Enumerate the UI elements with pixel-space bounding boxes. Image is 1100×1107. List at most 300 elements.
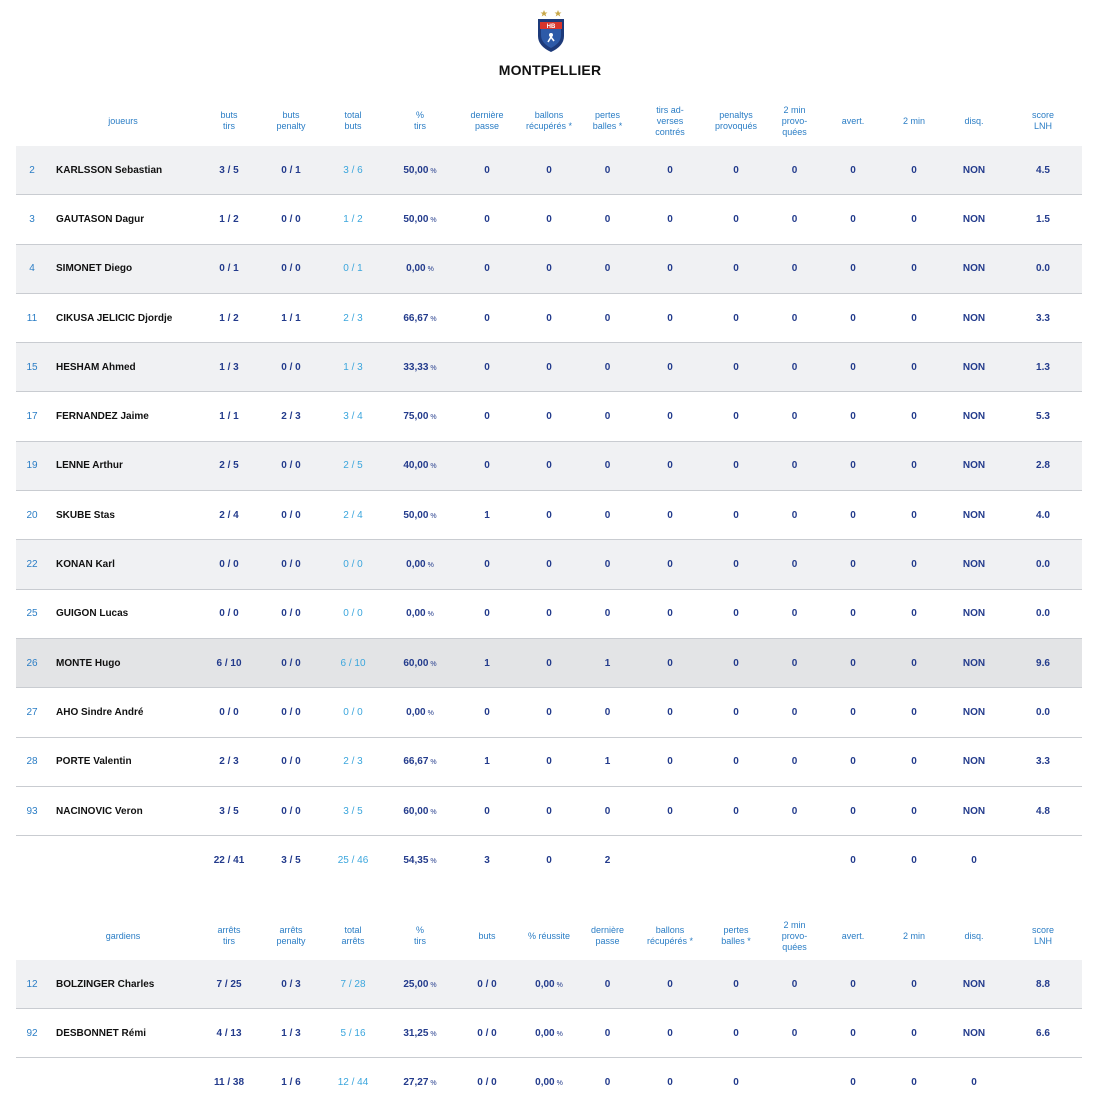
percent-sign: %	[430, 660, 437, 668]
stat-cell: 0	[604, 213, 611, 225]
stat-cell: 2 / 5	[219, 460, 239, 472]
stat-cell: 5.3	[1036, 411, 1050, 423]
percent-sign: %	[430, 858, 437, 866]
stat-cell: 0	[791, 559, 798, 571]
stat-cell: 0,00 %	[406, 608, 434, 620]
stat-cell: 1.5	[1036, 213, 1050, 225]
stat-cell: 0	[546, 460, 552, 472]
stat-cell: 0 / 0	[281, 657, 301, 669]
stat-cell: 0	[911, 460, 917, 472]
stat-cell: 0	[911, 312, 917, 324]
stat-cell: 0	[546, 706, 552, 718]
stat-cell: 0	[484, 706, 490, 718]
total-cell: 0	[911, 855, 917, 867]
stat-cell: 0	[791, 213, 798, 225]
stat-cell: 0 / 0	[343, 608, 363, 620]
total-cell: 3	[484, 855, 490, 867]
player-name: GAUTASON Dagur	[56, 213, 145, 225]
player-name: SKUBE Stas	[56, 509, 115, 521]
stat-cell: 0	[850, 756, 856, 768]
column-header: pertes balles *	[592, 110, 623, 131]
stat-cell: 0	[667, 460, 673, 472]
stat-cell: 3 / 5	[219, 164, 239, 176]
total-cell: 2	[604, 855, 611, 867]
stat-cell: 0,00 %	[406, 559, 434, 571]
stat-cell: 0	[604, 263, 611, 275]
stat-cell: 0	[733, 361, 739, 373]
total-cell: 3 / 5	[281, 855, 301, 867]
stat-cell: 0	[791, 509, 798, 521]
stat-cell: 0 / 0	[281, 213, 301, 225]
stat-cell: 1 / 2	[219, 213, 239, 225]
column-header: % tirs	[414, 925, 426, 946]
percent-sign: %	[430, 167, 437, 175]
stat-cell: 0	[791, 978, 798, 990]
stat-cell: 0	[546, 263, 552, 275]
stat-cell: 1	[604, 756, 611, 768]
player-name: PORTE Valentin	[56, 756, 132, 768]
stat-cell: 0	[791, 312, 798, 324]
stat-cell: 6.6	[1036, 1027, 1050, 1039]
stat-cell: NON	[962, 657, 986, 669]
percent-sign: %	[430, 364, 437, 372]
stat-cell: 0	[484, 460, 490, 472]
stat-cell: 0 / 0	[281, 706, 301, 718]
percent-sign: %	[556, 1080, 563, 1087]
table-row[interactable]	[16, 960, 1082, 1009]
total-cell: 0 / 0	[477, 1077, 497, 1088]
column-header: ballons récupérés *	[525, 110, 573, 131]
goalkeepers-table	[16, 912, 1082, 1107]
stat-cell: 0	[733, 1027, 739, 1039]
stat-cell: 0	[911, 411, 917, 423]
column-header: penaltys provoqués	[714, 110, 758, 131]
table-row[interactable]	[16, 590, 1082, 639]
jersey-number: 26	[26, 657, 38, 669]
stat-cell: 40,00 %	[403, 460, 437, 472]
stat-cell: 0 / 0	[477, 978, 497, 990]
stat-cell: 0	[850, 213, 856, 225]
stat-cell: 0	[911, 756, 917, 768]
stat-cell: 0 / 1	[219, 263, 239, 275]
stat-cell: 6 / 10	[340, 657, 366, 669]
stat-cell: 0	[546, 164, 552, 176]
stat-cell: 0	[850, 1027, 856, 1039]
column-header: % tirs	[414, 110, 426, 131]
stat-cell: 0.0	[1036, 706, 1050, 718]
stat-cell: 3 / 6	[343, 164, 363, 176]
stat-cell: 0	[733, 756, 739, 768]
stat-cell: 0	[850, 657, 856, 669]
stat-cell: 0	[546, 805, 552, 817]
column-header: total buts	[344, 110, 362, 131]
stat-cell: NON	[962, 509, 986, 521]
stat-cell: 0	[911, 263, 917, 275]
stat-cell: NON	[962, 978, 986, 990]
stat-cell: 1	[604, 657, 611, 669]
stat-cell: 0	[484, 411, 490, 423]
stat-cell: 0 / 0	[281, 559, 301, 571]
stat-cell: 2 / 3	[343, 312, 363, 324]
table-row[interactable]	[16, 787, 1082, 836]
column-header: dernière passe	[470, 110, 504, 131]
stat-cell: 0 / 0	[219, 608, 239, 620]
percent-sign: %	[427, 562, 434, 570]
stat-cell: 0	[546, 361, 552, 373]
stat-cell: 0	[911, 361, 917, 373]
header-row	[16, 96, 1082, 146]
stat-cell: 6 / 10	[216, 657, 242, 669]
column-header: score LNH	[1031, 925, 1054, 946]
column-header: gardiens	[105, 930, 141, 941]
total-cell: 0	[604, 1077, 611, 1088]
jersey-number: 28	[26, 756, 38, 768]
table-row[interactable]	[16, 294, 1082, 343]
stat-cell: 0	[484, 263, 490, 275]
stat-cell: 1	[484, 509, 490, 521]
jersey-number: 2	[29, 164, 35, 176]
stat-cell: NON	[962, 164, 986, 176]
stat-cell: NON	[962, 756, 986, 768]
total-cell: 27,27 %	[403, 1077, 437, 1088]
stat-cell: 0	[484, 805, 490, 817]
stat-cell: NON	[962, 312, 986, 324]
stat-cell: 0 / 0	[281, 608, 301, 620]
stat-cell: 0	[791, 411, 798, 423]
total-cell: 0	[850, 1077, 856, 1088]
stat-cell: 3 / 5	[219, 805, 239, 817]
stat-cell: 3.3	[1036, 756, 1050, 768]
stat-cell: 0	[667, 263, 673, 275]
stat-cell: 0	[911, 978, 917, 990]
column-header: buts penalty	[276, 110, 306, 131]
stat-cell: 0	[546, 411, 552, 423]
jersey-number: 15	[26, 361, 38, 373]
stat-cell: 2 / 4	[219, 509, 239, 521]
stat-cell: 0 / 0	[281, 361, 301, 373]
stat-cell: 0	[791, 805, 798, 817]
stat-cell: NON	[962, 213, 986, 225]
stat-cell: 0 / 0	[281, 263, 301, 275]
stat-cell: 8.8	[1036, 978, 1050, 990]
stat-cell: NON	[962, 361, 986, 373]
stat-cell: 1	[484, 657, 490, 669]
stat-cell: 0 / 0	[343, 706, 363, 718]
stat-cell: 0	[911, 706, 917, 718]
stat-cell: 0	[546, 657, 552, 669]
club-logo	[527, 6, 575, 54]
stat-cell: 7 / 25	[216, 978, 242, 990]
stat-cell: NON	[962, 706, 986, 718]
column-header: dernière passe	[590, 925, 625, 946]
stat-cell: 0	[791, 706, 798, 718]
stat-cell: 0	[667, 509, 673, 521]
total-cell: 0	[971, 855, 977, 867]
stat-cell: 1 / 3	[343, 361, 363, 373]
stat-cell: 0 / 0	[219, 559, 239, 571]
stat-cell: 2 / 3	[219, 756, 239, 768]
percent-sign: %	[430, 808, 437, 816]
stat-cell: 4.8	[1036, 805, 1050, 817]
stat-cell: 3.3	[1036, 312, 1050, 324]
percent-sign: %	[427, 709, 434, 717]
stat-cell: 0	[791, 164, 798, 176]
stat-cell: 0	[604, 608, 611, 620]
stat-cell: 0	[546, 312, 552, 324]
total-cell: 22 / 41	[213, 855, 245, 867]
stat-cell: 1 / 2	[343, 213, 363, 225]
stat-cell: NON	[962, 805, 986, 817]
stat-cell: NON	[962, 460, 986, 472]
stat-cell: 0	[911, 509, 917, 521]
stat-cell: 0	[604, 164, 611, 176]
total-cell: 0	[667, 1077, 673, 1088]
stat-cell: 1 / 1	[281, 312, 301, 324]
column-header: arrêts penalty	[276, 925, 306, 946]
player-name: NACINOVIC Veron	[56, 805, 143, 817]
stat-cell: 0	[484, 608, 490, 620]
stat-cell: 0	[484, 213, 490, 225]
jersey-number: 27	[26, 706, 38, 718]
player-name: FERNANDEZ Jaime	[56, 411, 149, 423]
table-row[interactable]	[16, 738, 1082, 787]
percent-sign: %	[556, 981, 563, 989]
stat-cell: 0	[604, 559, 611, 571]
total-cell: 0	[850, 855, 856, 867]
stat-cell: 0 / 3	[281, 978, 301, 990]
stat-cell: 7 / 28	[340, 978, 366, 990]
stat-cell: 0 / 0	[219, 706, 239, 718]
table-row[interactable]	[16, 639, 1082, 688]
stat-cell: 1 / 3	[219, 361, 239, 373]
table-row[interactable]	[16, 491, 1082, 540]
stat-cell: 0	[604, 411, 611, 423]
stat-cell: 0	[911, 559, 917, 571]
players-table	[16, 96, 1082, 885]
column-header: buts	[478, 930, 496, 941]
stat-cell: 0	[667, 411, 673, 423]
table-row[interactable]	[16, 195, 1082, 244]
stat-cell: 25,00 %	[403, 978, 437, 990]
stat-cell: 0	[546, 213, 552, 225]
jersey-number: 19	[26, 460, 38, 472]
column-header: 2 min provo- quées	[781, 104, 808, 137]
player-name: KARLSSON Sebastian	[56, 164, 163, 176]
stat-cell: 1.3	[1036, 361, 1050, 373]
stat-cell: 0 / 0	[343, 559, 363, 571]
stat-cell: 0	[667, 1027, 673, 1039]
stat-cell: 0	[850, 706, 856, 718]
stat-cell: 2 / 5	[343, 460, 363, 472]
jersey-number: 4	[29, 263, 35, 275]
stat-cell: 66,67 %	[403, 756, 437, 768]
stat-cell: 33,33 %	[403, 361, 437, 373]
jersey-number: 11	[26, 312, 38, 324]
stat-cell: 0.0	[1036, 608, 1050, 620]
stat-cell: 0	[484, 559, 490, 571]
stat-cell: 0	[791, 263, 798, 275]
stat-cell: 0	[484, 312, 490, 324]
player-name: GUIGON Lucas	[56, 608, 129, 620]
stat-cell: 0 / 0	[281, 509, 301, 521]
stat-cell: 0	[667, 608, 673, 620]
table-row[interactable]	[16, 442, 1082, 491]
stat-cell: 50,00 %	[403, 213, 437, 225]
svg-text:HB: HB	[546, 24, 556, 30]
stat-cell: 50,00 %	[403, 164, 437, 176]
stat-cell: 75,00 %	[403, 411, 437, 423]
jersey-number: 93	[26, 805, 38, 817]
percent-sign: %	[427, 266, 434, 274]
column-header: 2 min	[902, 115, 925, 126]
stat-cell: 0,00 %	[406, 706, 434, 718]
jersey-number: 17	[26, 411, 38, 423]
jersey-number: 20	[26, 509, 38, 521]
stat-cell: 0	[850, 460, 856, 472]
stat-cell: 0	[604, 460, 611, 472]
stat-cell: 0	[733, 706, 739, 718]
player-name: HESHAM Ahmed	[56, 361, 136, 373]
stat-cell: 0	[911, 164, 917, 176]
stat-cell: 0	[850, 361, 856, 373]
column-header: avert.	[841, 115, 865, 126]
total-cell: 54,35 %	[403, 855, 437, 867]
table-row[interactable]	[16, 688, 1082, 737]
percent-sign: %	[430, 512, 437, 520]
player-name: KONAN Karl	[56, 559, 115, 571]
table-row[interactable]	[16, 1009, 1082, 1058]
stat-cell: 0	[667, 312, 673, 324]
column-header: total arrêts	[341, 925, 365, 946]
table-row[interactable]	[16, 540, 1082, 589]
stat-cell: 0	[850, 978, 856, 990]
stat-cell: 0	[791, 657, 798, 669]
total-cell: 25 / 46	[337, 855, 369, 867]
stat-cell: 0	[911, 805, 917, 817]
table-row[interactable]	[16, 245, 1082, 294]
stat-cell: 0	[604, 312, 611, 324]
stat-cell: 0	[733, 312, 739, 324]
stat-cell: 4 / 13	[216, 1027, 242, 1039]
stat-cell: 0	[667, 706, 673, 718]
player-name: DESBONNET Rémi	[56, 1027, 147, 1039]
stat-cell: 50,00 %	[403, 509, 437, 521]
stat-cell: 0,00 %	[535, 978, 563, 990]
stat-cell: 0	[733, 460, 739, 472]
player-name: SIMONET Diego	[56, 263, 133, 275]
column-header: buts tirs	[220, 110, 238, 131]
jersey-number: 3	[29, 213, 35, 225]
column-header: pertes balles *	[721, 925, 751, 946]
percent-sign: %	[430, 759, 437, 767]
table-row[interactable]	[16, 392, 1082, 441]
column-header: disq.	[964, 115, 984, 126]
column-header: 2 min	[902, 930, 925, 941]
stat-cell: 0	[850, 164, 856, 176]
stat-cell: 0	[604, 1027, 611, 1039]
column-header: % réussite	[527, 930, 571, 941]
stat-cell: 1 / 1	[219, 411, 239, 423]
stat-cell: 0	[733, 608, 739, 620]
table-row[interactable]	[16, 146, 1082, 195]
table-row[interactable]	[16, 343, 1082, 392]
stat-cell: 0	[546, 509, 552, 521]
stat-cell: 1 / 2	[219, 312, 239, 324]
stat-cell: 0 / 1	[281, 164, 301, 176]
stat-cell: 31,25 %	[403, 1027, 437, 1039]
jersey-number: 92	[26, 1027, 38, 1039]
percent-sign: %	[430, 981, 437, 989]
percent-sign: %	[430, 463, 437, 471]
stat-cell: 0	[850, 312, 856, 324]
column-header: avert.	[841, 930, 865, 941]
jersey-number: 12	[26, 978, 38, 990]
jersey-number: 22	[26, 559, 38, 571]
percent-sign: %	[430, 1030, 437, 1038]
stat-cell: 2 / 4	[343, 509, 363, 521]
total-cell: 0	[546, 855, 552, 867]
stat-cell: 9.6	[1036, 657, 1050, 669]
stat-cell: 0	[733, 213, 739, 225]
stat-cell: 0.0	[1036, 559, 1050, 571]
stat-cell: 0 / 0	[477, 1027, 497, 1039]
stat-cell: 0	[850, 559, 856, 571]
percent-sign: %	[427, 611, 434, 619]
column-header: disq.	[964, 930, 984, 941]
stat-cell: 60,00 %	[403, 805, 437, 817]
column-header: 2 min provo- quées	[781, 919, 808, 952]
stat-cell: 0	[667, 657, 673, 669]
stat-cell: 0	[667, 978, 673, 990]
header-row	[16, 912, 1082, 960]
stat-cell: 60,00 %	[403, 657, 437, 669]
stat-cell: 0	[733, 411, 739, 423]
column-header: joueurs	[108, 115, 138, 126]
stat-cell: 0	[911, 213, 917, 225]
stat-cell: 0	[850, 509, 856, 521]
stat-cell: 4.5	[1036, 164, 1050, 176]
percent-sign: %	[430, 1080, 437, 1087]
percent-sign: %	[430, 414, 437, 422]
totals-row	[16, 836, 1082, 885]
stat-cell: 0	[791, 460, 798, 472]
stat-cell: 2 / 3	[281, 411, 301, 423]
stat-cell: 0	[484, 164, 490, 176]
percent-sign: %	[430, 216, 437, 224]
stat-cell: NON	[962, 559, 986, 571]
stat-cell: 0.0	[1036, 263, 1050, 275]
stat-cell: 0	[850, 805, 856, 817]
player-name: AHO Sindre André	[56, 706, 144, 718]
total-cell: 0,00 %	[535, 1077, 563, 1088]
stat-cell: 0	[911, 1027, 917, 1039]
stat-cell: 0	[667, 756, 673, 768]
stat-cell: 0	[667, 213, 673, 225]
stat-cell: 0 / 1	[343, 263, 363, 275]
stat-cell: 0 / 0	[281, 805, 301, 817]
stat-cell: 0	[791, 608, 798, 620]
stat-cell: 0 / 0	[281, 756, 301, 768]
stat-cell: NON	[962, 608, 986, 620]
stat-cell: 0	[733, 509, 739, 521]
team-title: MONTPELLIER	[498, 62, 602, 78]
stat-cell: 0	[850, 608, 856, 620]
total-cell: 12 / 44	[337, 1077, 369, 1088]
stat-cell: 5 / 16	[340, 1027, 366, 1039]
player-name: CIKUSA JELICIC Djordje	[56, 312, 173, 324]
stat-cell: 0	[604, 978, 611, 990]
column-header: arrêts tirs	[217, 925, 241, 946]
